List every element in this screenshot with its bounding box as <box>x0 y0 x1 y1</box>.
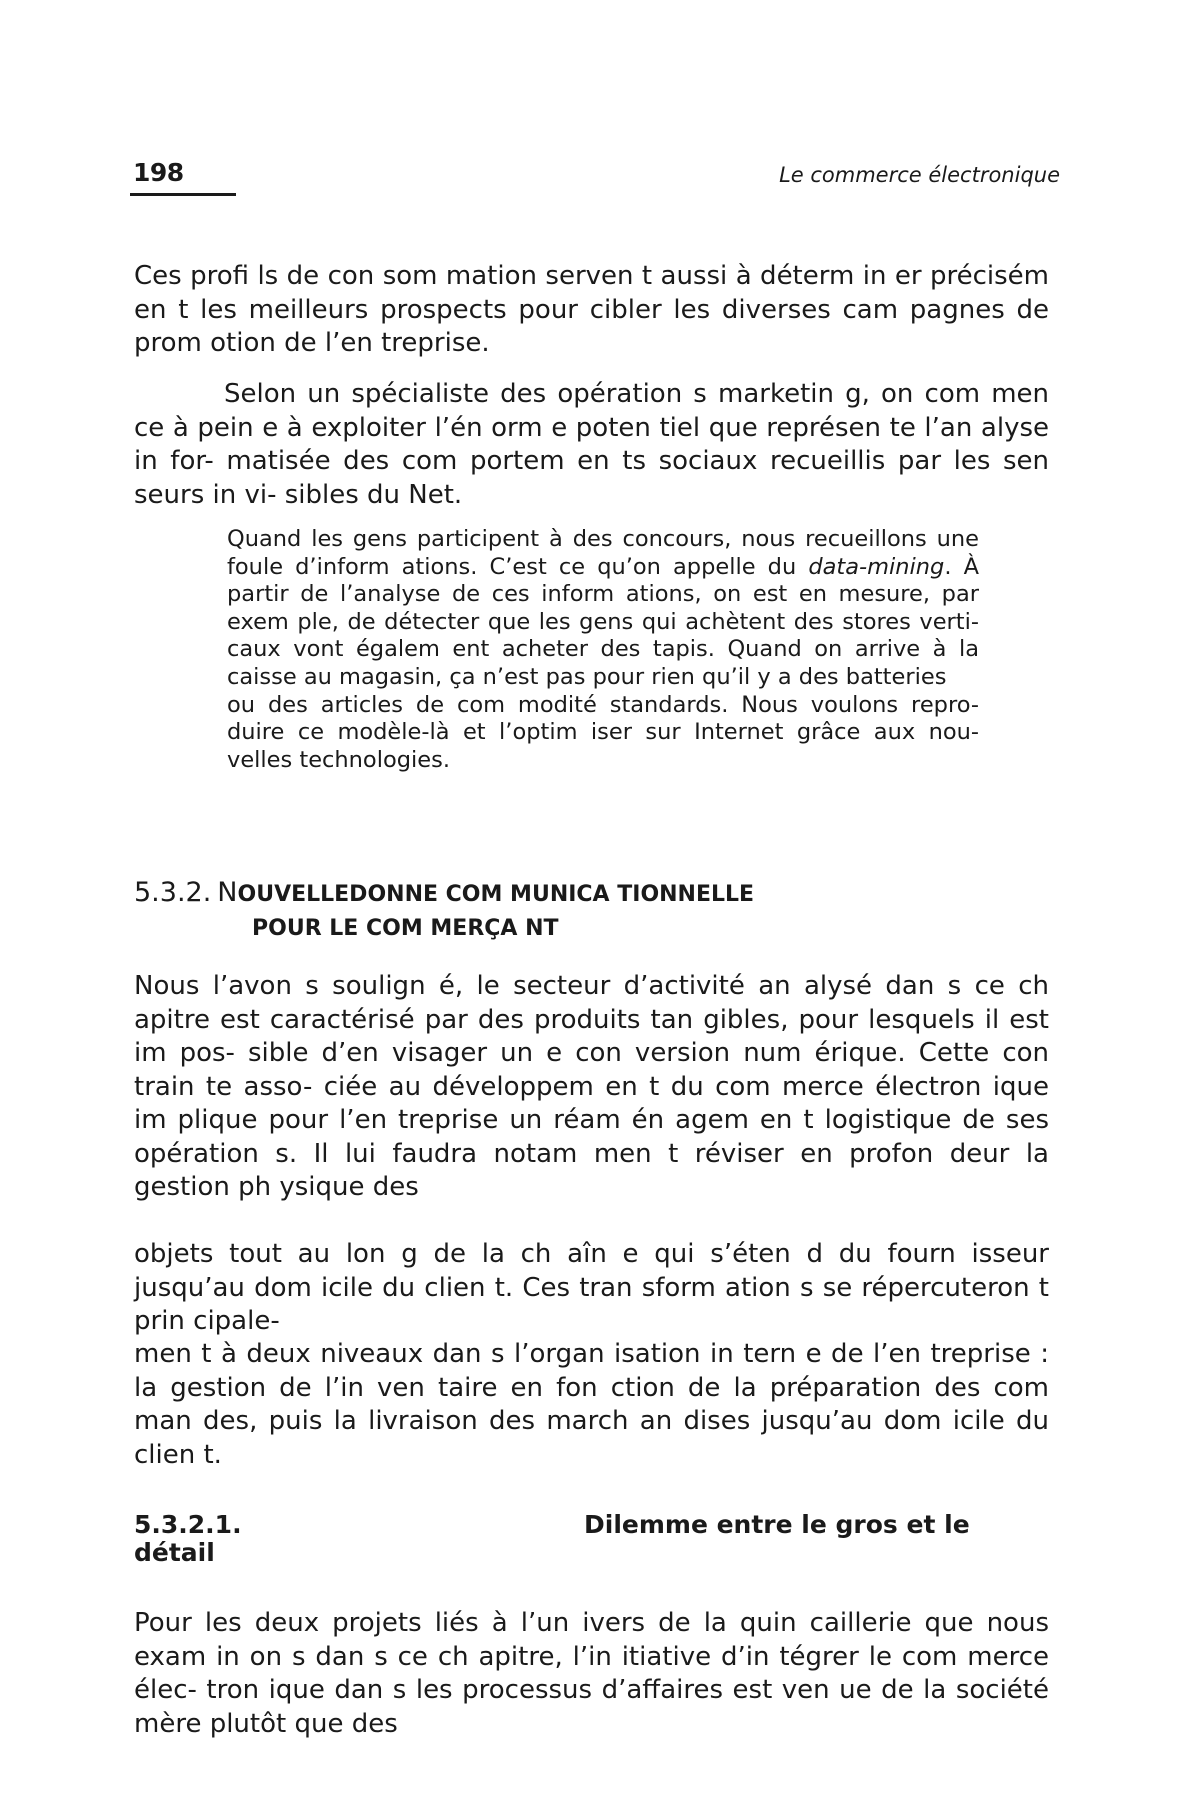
paragraph-logistics-1: Nous l’avon s soulign é, le secteur d’activité an alysé dan s ce ch apitre est caractérisé par des produits tan gibles, pour lesquels il est im pos- sible d’en visager un e con version num érique. Cette con train te asso- ciée au développem en t du com merce électron ique im plique pour l’en treprise un réam én agem en t logistique de ses opération s. Il lui faudra notam men t réviser en profon deur la gestion ph ysique des <box>134 971 1049 1202</box>
block-quote <box>227 526 979 774</box>
section-title-line2: POUR LE COM MERÇA NT <box>252 916 559 941</box>
section-title-line1: OUVELLEDONNE COM MUNICA TIONNELLE <box>237 882 755 907</box>
subsection-number: 5.3.2.1. <box>134 1510 242 1539</box>
quote-text-2: . À partir de l’analyse de ces inform ations, on est en mesure, par exem ple, de détecter que les gens qui achètent des stores verti- caux vont égalem ent acheter des tapis. Quand on arrive à la caisse au magasin, ça n’est pas pour rien qu’il y a des batteries <box>227 553 979 690</box>
paragraph-hardware-projects: Pour les deux projets liés à l’un ivers de la quin caillerie que nous exam in on s dan s ce ch apitre, l’in itiative d’in tégrer le com merce élec- tron ique dan s les processus d’affaires est ven ue de la société mère plutôt que des <box>134 1608 1049 1739</box>
section-title-initial: N <box>217 877 238 908</box>
quote-italic-term: data-mining <box>808 553 945 580</box>
paragraph-logistics-3: men t à deux niveaux dan s l’organ isation in tern e de l’en treprise : la gestion de l’in ven taire en fon ction de la préparation des com man des, puis la livraison des march an dises jusqu’au dom icile du clien t. <box>134 1339 1049 1470</box>
subsection-title: Dilemme entre le gros et le détail <box>134 1510 970 1567</box>
paragraph-profiles: Ces profi ls de con som mation serven t aussi à déterm in er précisém en t les meilleurs prospects pour cibler les diverses cam pagnes de prom otion de l’en treprise. <box>134 261 1049 358</box>
section-heading <box>134 876 754 946</box>
paragraph-specialist: Selon un spécialiste des opération s marketin g, on com men ce à pein e à exploiter l’én orm e poten tiel que représen te l’an alyse in for- matisée des com portem en ts sociaux recueillis par les sen seurs in vi- sibles du Net. <box>134 379 1049 510</box>
quote-text-1: Quand les gens participent à des concours, nous recueillons une foule d’inform ations. C’est ce qu’on appelle du <box>227 526 979 580</box>
paragraph-logistics-2: objets tout au lon g de la ch aîn e qui s’éten d du fourn isseur jusqu’au dom icile du clien t. Ces tran sform ation s se répercuteron t prin cipale- <box>134 1239 1049 1336</box>
section-number: 5.3.2. <box>134 877 212 908</box>
page-number: 198 <box>133 158 184 187</box>
quote-paragraph-1 <box>227 526 979 692</box>
subsection-heading <box>134 1511 1049 1567</box>
running-header: Le commerce électronique <box>779 163 1060 187</box>
quote-paragraph-2: ou des articles de com modité standards. Nous voulons repro- duire ce modèle-là et l’optim iser sur Internet grâce aux nou- velles technologies. <box>227 691 979 773</box>
page-number-underline <box>130 193 236 196</box>
